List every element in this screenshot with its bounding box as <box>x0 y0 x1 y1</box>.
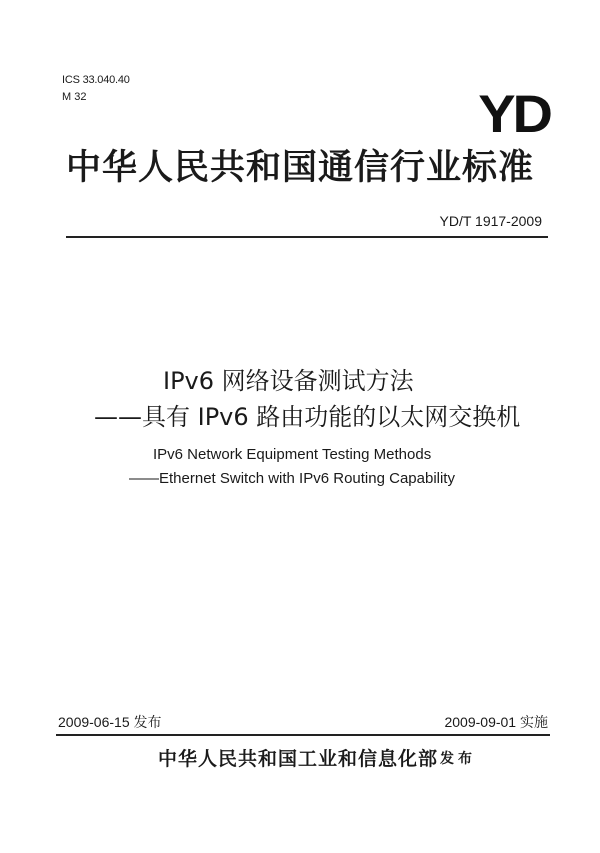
standard-category-title: 中华人民共和国通信行业标准 <box>65 148 534 188</box>
yd-logo: YD <box>478 83 550 144</box>
document-title-zh-sub: ——具有 IPv6 路由功能的以太网交换机 <box>94 403 521 431</box>
ics-code: ICS 33.040.40 <box>62 74 130 86</box>
document-title-en-sub: ——Ethernet Switch with IPv6 Routing Capability <box>129 470 455 487</box>
publisher-suffix: 发布 <box>440 751 476 767</box>
ccs-code: M 32 <box>62 91 87 103</box>
implementation-date: 2009-09-01 实施 <box>444 714 548 730</box>
top-divider <box>66 236 548 238</box>
issue-date: 2009-06-15 发布 <box>58 714 162 730</box>
standard-number: YD/T 1917-2009 <box>439 213 542 229</box>
document-title-zh-main: IPv6 网络设备测试方法 <box>163 367 414 395</box>
publisher-name: 中华人民共和国工业和信息化部 <box>158 748 439 770</box>
document-title-en-main: IPv6 Network Equipment Testing Methods <box>153 446 432 463</box>
bottom-divider <box>56 734 550 736</box>
